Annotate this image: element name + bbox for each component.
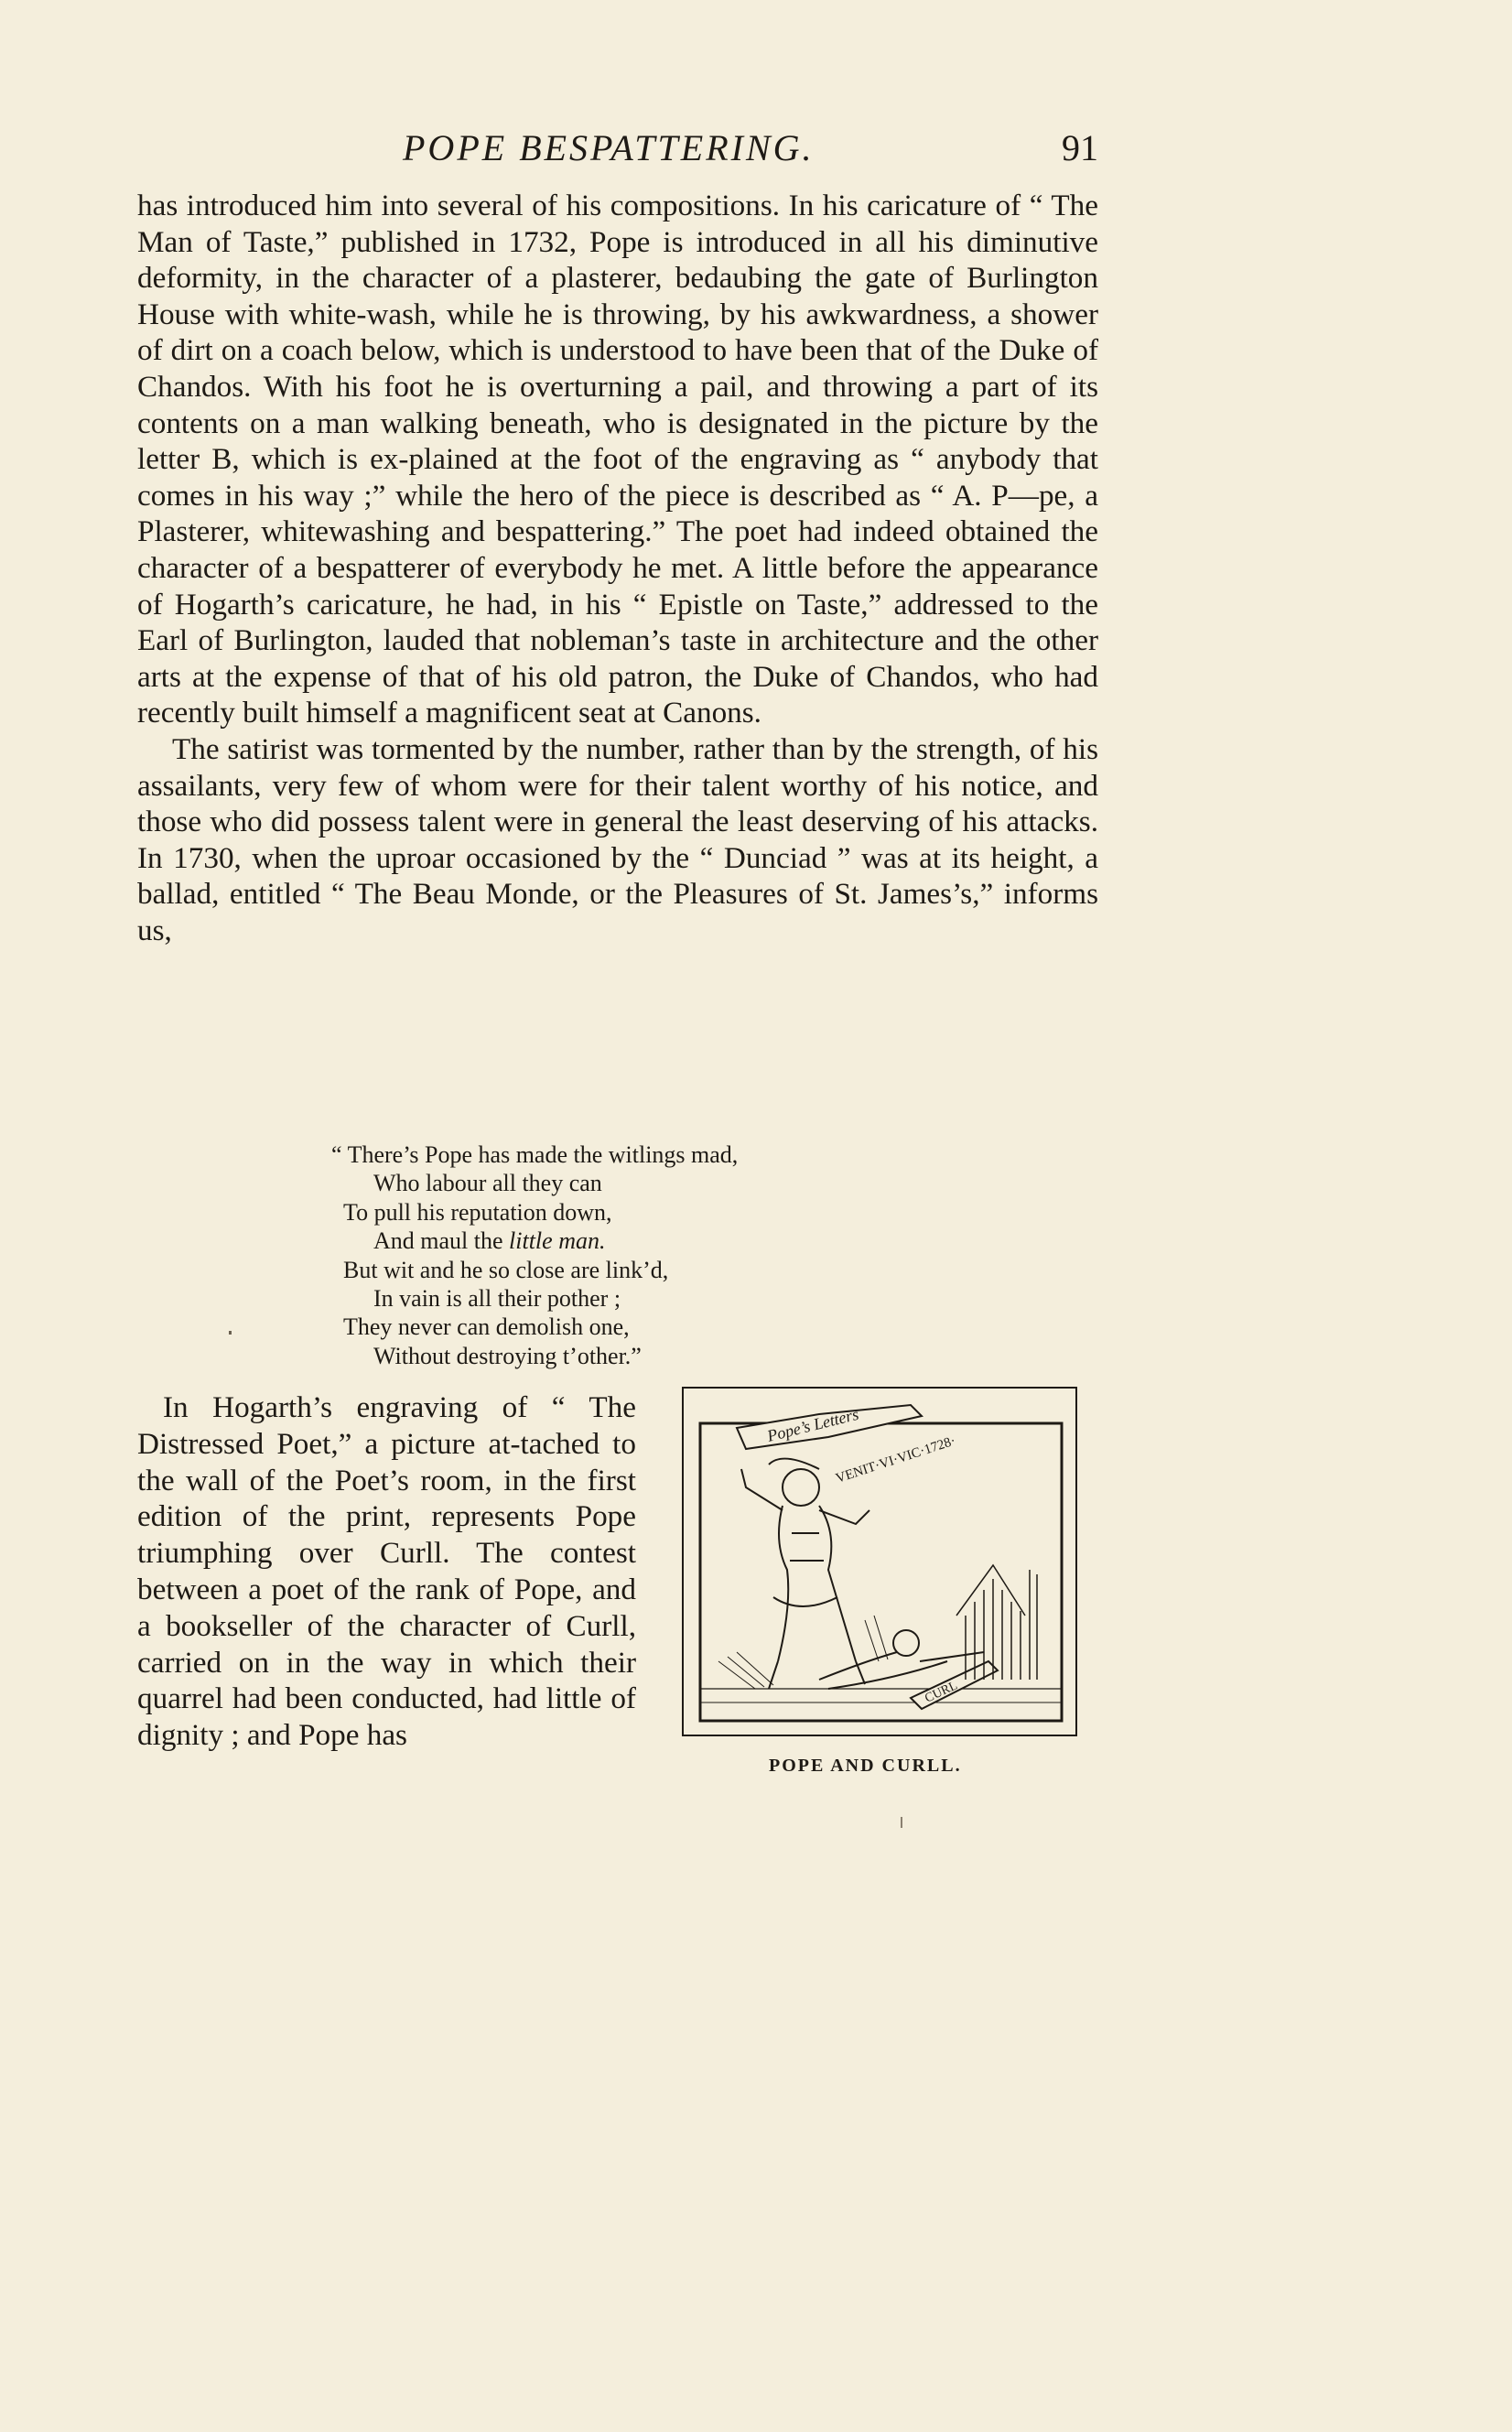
running-head — [137, 126, 1098, 172]
building-sketch — [956, 1565, 1037, 1680]
letters-banner — [737, 1405, 922, 1449]
poem-line-2: Who labour all they can — [373, 1170, 602, 1197]
banner-text: Pope’s Letters — [765, 1404, 861, 1445]
pope-figure — [741, 1459, 869, 1689]
paragraph-3: In Hogarth’s engraving of “ The Distressed Poet,” a picture at-tached to the wall of the Poet’s room, in the first edition of the print, represents Pope triumphing over Curll. The contest between a poet of the rank of Pope, and a bookseller of the character of Curll, carried on in the way in which their quarrel had been conducted, had little of dignity ; and Pope has — [137, 1390, 636, 1753]
poem-line-7: They never can demolish one, — [343, 1313, 630, 1341]
stray-ink-dot — [229, 1331, 232, 1335]
poem-line-8: Without destroying t’other.” — [373, 1342, 642, 1369]
poem-line-3: To pull his reputation down, — [343, 1198, 612, 1226]
page-number: 91 — [1062, 127, 1098, 168]
running-title: POPE BESPATTERING. — [403, 127, 815, 168]
curl-text: CURL — [923, 1679, 960, 1706]
main-text — [137, 188, 1098, 948]
engraving-pope-and-curll — [682, 1387, 1077, 1736]
wrapped-paragraph — [137, 1389, 636, 1754]
poem-line-5: But wit and he so close are link’d, — [343, 1256, 669, 1283]
poem-italic-phrase: little man. — [509, 1227, 606, 1255]
paragraph-2: The satirist was tormented by the number, rather than by the strength, of his assailants, very few of whom were for their talent worthy of his notice, and those who did possess talent were in general the least deserving of his attacks. In 1730, when the uproar occasioned by the “ Dunciad ” was at its height, a ballad, entitled “ The Beau Monde, or the Pleasures of St. James’s,” informs us, — [137, 731, 1098, 947]
poem-line-4-text: And maul the — [373, 1227, 510, 1255]
ballad-quote — [331, 1140, 984, 1370]
paragraph-1: has introduced him into several of his compositions. In his caricature of “ The Man of Taste,” published in 1732, Pope is introduced in all his diminutive deformity, in the character of a plasterer, bedaubing the gate of Burlington House with white-wash, while he is throwing, by his awkwardness, a shower of dirt on a coach below, which is understood to have been that of the Duke of Chandos. With his foot he is overturning a pail, and throwing a part of its contents on a man walking beneath, who is designated in the picture by the letter B, which is ex-plained at the foot of the engraving as “ anybody that comes in his way ;” while the hero of the piece is described as “ A. P—pe, a Plasterer, whitewashing and bespattering.” The poet had indeed obtained the character of a bespatterer of everybody he met. A little before the appearance of Hogarth’s caricature, he had, in his “ Epistle on Taste,” addressed to the Earl of Burlington, lauded that nobleman’s taste in architecture and the other arts at the expense of that of his old patron, the Duke of Chandos, who had recently built himself a magnificent seat at Canons. — [137, 189, 1098, 730]
stray-ink-mark — [901, 1817, 902, 1828]
poem-line-6: In vain is all their pother ; — [373, 1285, 621, 1313]
engraving-illustration — [682, 1387, 1077, 1736]
figure-caption: POPE AND CURLL. — [769, 1756, 962, 1776]
venit-inscription: VENIT·VI·VIC·1728· — [834, 1433, 958, 1486]
poem-line-4 — [343, 1227, 984, 1255]
poem-line-1: “ There’s Pope has made the witlings mad, — [331, 1141, 739, 1168]
